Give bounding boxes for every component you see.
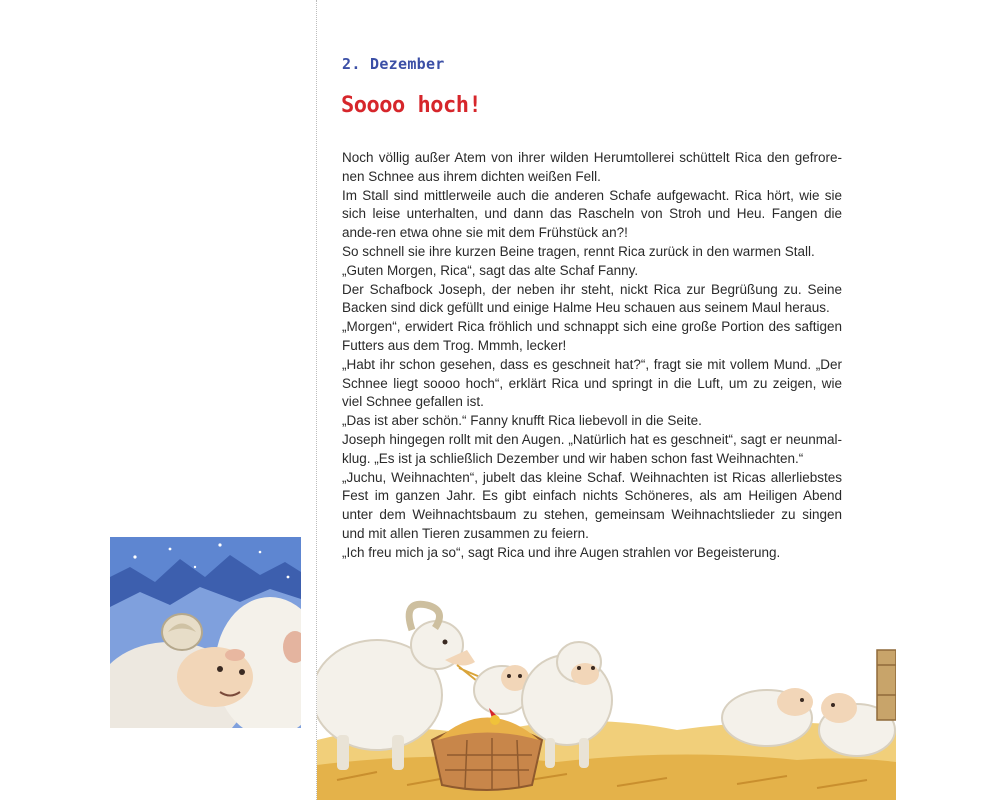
- story-paragraph: Der Schafbock Joseph, der neben ihr steht, nickt Rica zur Begrüßung zu. Seine Backen sind dick gefüllt und einige Halme Heu schauen aus seinem Maul heraus.: [342, 281, 842, 316]
- story-title: Soooo hoch!: [341, 93, 482, 118]
- story-paragraph: „Guten Morgen, Rica“, sagt das alte Schaf Fanny.: [342, 262, 639, 278]
- story-paragraph: „Ich freu mich ja so“, sagt Rica und ihre Augen strahlen vor Begeisterung.: [342, 544, 781, 560]
- story-text: [342, 149, 842, 563]
- sheep-thumbnail-illustration: [110, 537, 301, 728]
- story-paragraph: „Juchu, Weihnachten“, jubelt das kleine Schaf. Weihnachten ist Ricas allerliebstes Fest im ganzen Jahr. Es gibt einfach nichts Schöneres, als am Heiligen Abend unter dem Weihnachtsbaum zu stehen, gemeinsam Weihnachtslieder zu singen und mit allen Tieren zusammen zu feiern.: [342, 469, 842, 541]
- story-paragraph: Noch völlig außer Atem von ihrer wilden Herumtollerei schüttelt Rica den gefrore-nen Schnee aus ihrem dichten weißen Fell.: [342, 150, 842, 184]
- story-paragraph: So schnell sie ihre kurzen Beine tragen, rennt Rica zurück in den warmen Stall.: [342, 243, 815, 259]
- date-heading: 2. Dezember: [342, 55, 445, 73]
- story-paragraph: „Das ist aber schön.“ Fanny knufft Rica liebevoll in die Seite.: [342, 413, 702, 429]
- story-paragraph: Joseph hingegen rollt mit den Augen. „Natürlich hat es geschneit“, sagt er neunmal-klug. „Es ist ja schließlich Dezember und wir haben schon fast Weihnachten.“: [342, 431, 842, 466]
- story-paragraph: „Morgen“, erwidert Rica fröhlich und schnappt sich eine große Portion des saftigen Futters aus dem Trog. Mmmh, lecker!: [342, 319, 842, 353]
- stable-sheep-illustration: [317, 590, 896, 800]
- story-paragraph: „Habt ihr schon gesehen, dass es geschneit hat?“, fragt sie mit vollem Mund. „Der Schnee liegt soooo hoch“, erklärt Rica und springt in die Luft, um zu zeigen, wie viel Schnee gefallen ist.: [342, 356, 842, 410]
- story-paragraph: Im Stall sind mittlerweile auch die anderen Schafe aufgewacht. Rica hört, wie sie sich leise unterhalten, und dann das Rascheln von Stroh und Heu. Fangen die ande-ren etwa ohne sie mit dem Frühstück an?!: [342, 187, 842, 241]
